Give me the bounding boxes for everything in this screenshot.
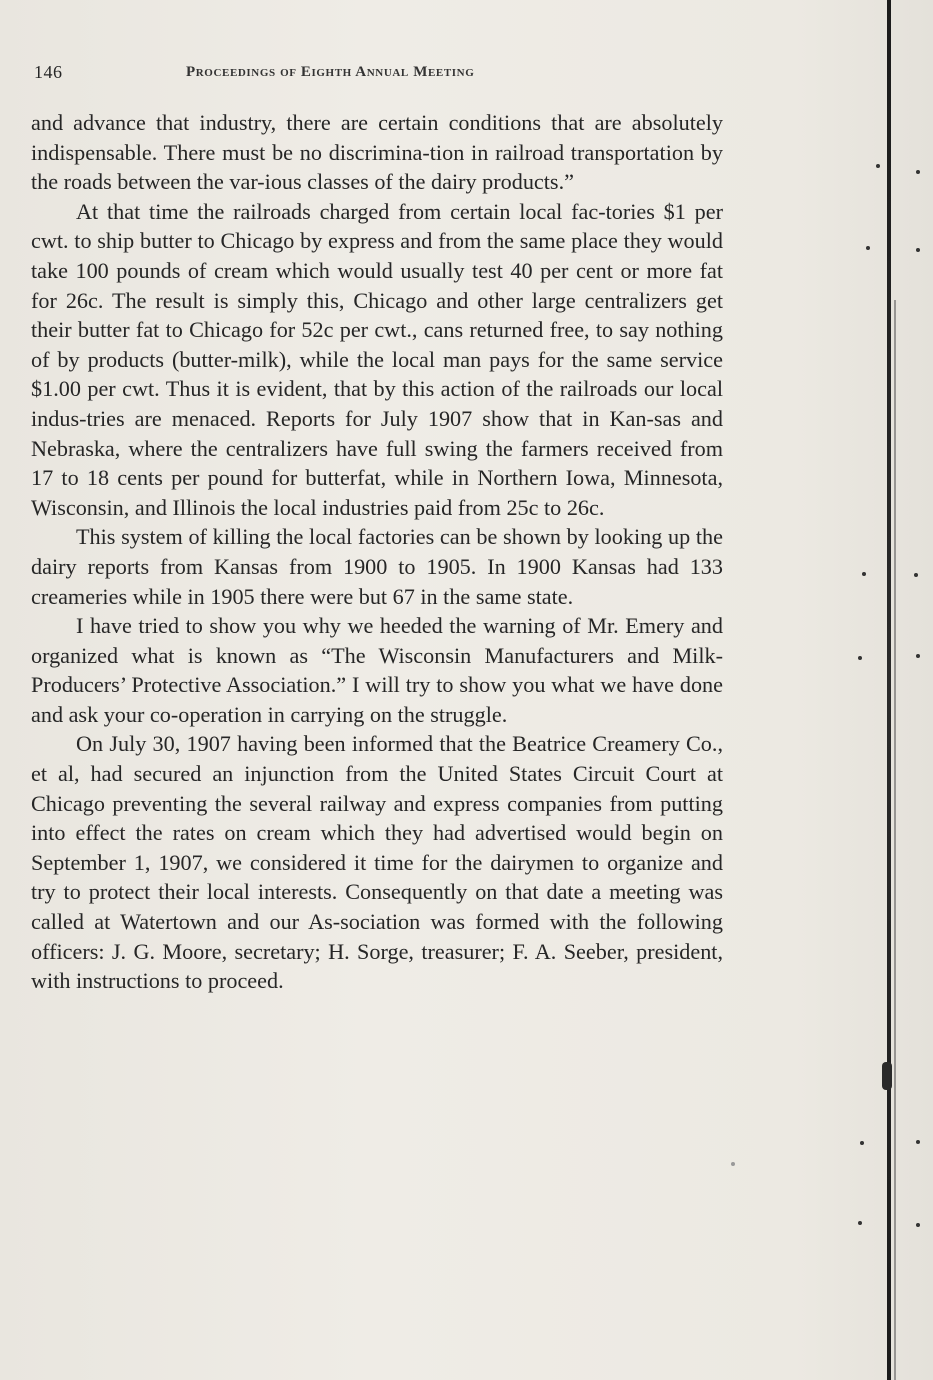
page-binding-shadow <box>894 300 896 1380</box>
edge-mark <box>916 1223 920 1227</box>
edge-mark <box>916 654 920 658</box>
paragraph-4: I have tried to show you why we heeded the warning of Mr. Emery and organized what is known as “The Wisconsin Manufacturers and Milk-Producers’ Protective Association.” I will try to show you what we have done and ask your co-operation in carrying on the struggle. <box>31 613 723 727</box>
paragraph-5: On July 30, 1907 having been informed that the Beatrice Creamery Co., et al, had secured an injunction from the United States Circuit Court at Chicago preventing the several railway and express companies from putting into effect the rates on cream which they had advertised would begin on September 1, 1907, we considered it time for the dairymen to organize and try to protect their local interests. Consequently on that date a meeting was called at Watertown and our As-sociation was formed with the following officers: J. G. Moore, secretary; H. Sorge, treasurer; F. A. Seeber, president, with instructions to proceed. <box>31 731 723 994</box>
edge-mark <box>916 1140 920 1144</box>
edge-mark <box>916 170 920 174</box>
running-head <box>34 62 734 90</box>
edge-mark <box>876 164 880 168</box>
paragraph-2: At that time the railroads charged from certain local fac-tories $1 per cwt. to ship butter to Chicago by express and from the same place they would take 100 pounds of cream which would usually test 40 per cent or more fat for 26c. The result is simply this, Chicago and other large centralizers get their butter fat to Chicago for 52c per cwt., cans returned free, to say nothing of by products (butter-milk), while the local man pays for the same service $1.00 per cwt. Thus it is evident, that by this action of the railroads our local indus-tries are menaced. Reports for July 1907 show that in Kan-sas and Nebraska, where the centralizers have full swing the farmers received from 17 to 18 cents per pound for butterfat, while in Northern Iowa, Minnesota, Wisconsin, and Illinois the local industries paid from 25c to 26c. <box>31 198 723 520</box>
edge-mark <box>858 1221 862 1225</box>
page-binding-edge <box>887 0 891 1380</box>
edge-mark <box>731 1162 735 1166</box>
running-title: Proceedings of Eighth Annual Meeting <box>186 64 475 80</box>
edge-mark <box>866 246 870 250</box>
paragraph-1: and advance that industry, there are certain conditions that are absolutely indispensable. There must be no discrimina-tion in railroad transportation by the roads between the var-ious classes of the dairy products.” <box>31 110 723 195</box>
body-text <box>31 108 723 996</box>
edge-mark <box>860 1141 864 1145</box>
edge-mark <box>862 572 866 576</box>
edge-mark <box>858 656 862 660</box>
paragraph-3: This system of killing the local factories can be shown by looking up the dairy reports from Kansas from 1900 to 1905. In 1900 Kansas had 133 creameries while in 1905 there were but 67 in the same state. <box>31 524 723 609</box>
edge-mark <box>914 573 918 577</box>
page-number: 146 <box>34 62 63 82</box>
binding-clip <box>882 1062 892 1090</box>
edge-mark <box>916 248 920 252</box>
